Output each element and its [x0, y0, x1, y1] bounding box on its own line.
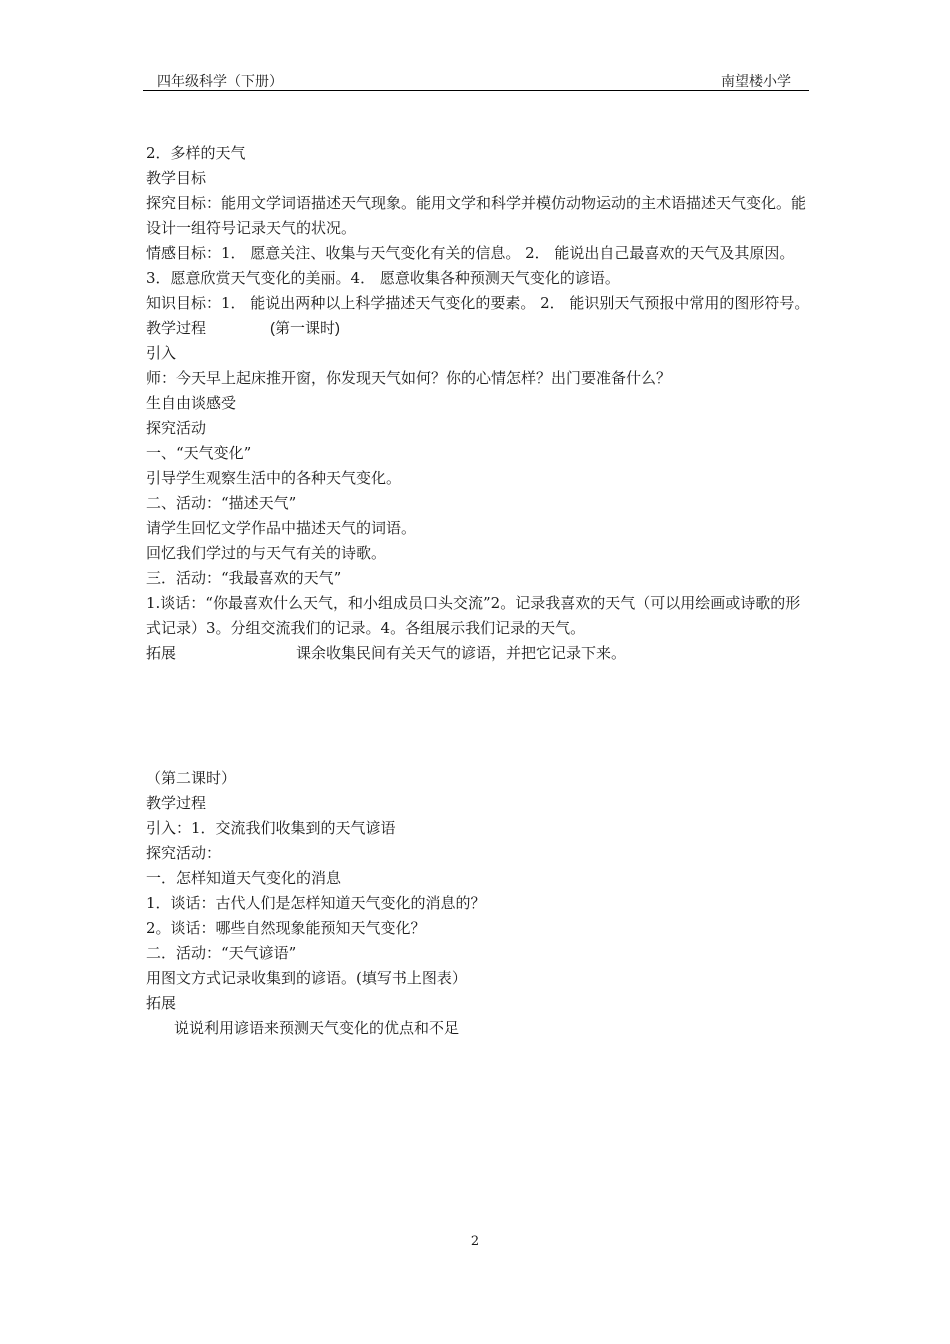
paragraph: 探究活动：	[146, 844, 222, 862]
paragraph: 引入：1．交流我们收集到的天气谚语	[146, 819, 396, 837]
paragraph: 请学生回忆文学作品中描述天气的词语。	[146, 519, 417, 537]
paragraph: 师：今天早上起床推开窗，你发现天气如何？你的心情怎样？出门要准备什么？	[146, 369, 672, 387]
paragraph: 说说利用谚语来预测天气变化的优点和不足	[174, 1019, 460, 1037]
paragraph: 一．怎样知道天气变化的消息	[146, 869, 342, 887]
paragraph: 一、“天气变化”	[146, 444, 252, 462]
lesson1-label: (第一课时)	[270, 320, 340, 337]
paragraph: 情感目标：1． 愿意关注、收集与天气变化有关的信息。 2． 能说出自己最喜欢的天气及其原因。3．愿意欣赏天气变化的美丽。4． 愿意收集各种预测天气变化的谚语。	[146, 244, 795, 287]
paragraph: 探究目标：能用文学词语描述天气现象。能用文学和科学并模仿动物运动的主术语描述天气变化。能设计一组符号记录天气的状况。	[146, 194, 807, 237]
paragraph: 二．活动：“天气谚语”	[146, 944, 297, 962]
paragraph: 用图文方式记录收集到的谚语。(填写书上图表）	[146, 969, 467, 987]
document-body	[146, 141, 811, 1041]
paragraph: 回忆我们学过的与天气有关的诗歌。	[146, 544, 387, 562]
paragraph: 1．谈话：古代人们是怎样知道天气变化的消息的？	[146, 894, 486, 912]
page-number: 2	[470, 1234, 480, 1249]
spacer	[146, 666, 811, 766]
paragraph: 知识目标：1． 能说出两种以上科学描述天气变化的要素。 2． 能识别天气预报中常用的图形符号。	[146, 294, 810, 312]
paragraph: 二、活动：“描述天气”	[146, 494, 297, 512]
paragraph: 教学过程	[146, 794, 207, 812]
header-left: 四年级科学（下册）	[157, 74, 283, 90]
paragraph: 三．活动：“我最喜欢的天气”	[146, 569, 342, 587]
paragraph: 生自由谈感受	[146, 394, 237, 412]
extend-label: 拓展	[146, 644, 177, 662]
process-label: 教学过程	[146, 319, 207, 337]
process-line	[146, 316, 811, 341]
paragraph: 1.谈话：“你最喜欢什么天气，和小组成员口头交流”2。记录我喜欢的天气（可以用绘画或诗歌的形式记录）3。分组交流我们的记录。4。各组展示我们记录的天气。	[146, 594, 801, 637]
paragraph: 教学目标	[146, 169, 207, 187]
paragraph: 拓展	[146, 994, 177, 1012]
paragraph: 探究活动	[146, 419, 207, 437]
page-header	[143, 68, 809, 91]
extend-line	[146, 641, 811, 666]
lesson-title: 2．多样的天气	[146, 144, 246, 162]
paragraph: 引入	[146, 344, 177, 362]
paragraph: 2。谈话：哪些自然现象能预知天气变化？	[146, 919, 426, 937]
paragraph: （第二课时）	[146, 769, 237, 787]
paragraph: 引导学生观察生活中的各种天气变化。	[146, 469, 402, 487]
header-right: 南望楼小学	[721, 74, 791, 90]
extend-text: 课余收集民间有关天气的谚语，并把它记录下来。	[296, 644, 627, 662]
